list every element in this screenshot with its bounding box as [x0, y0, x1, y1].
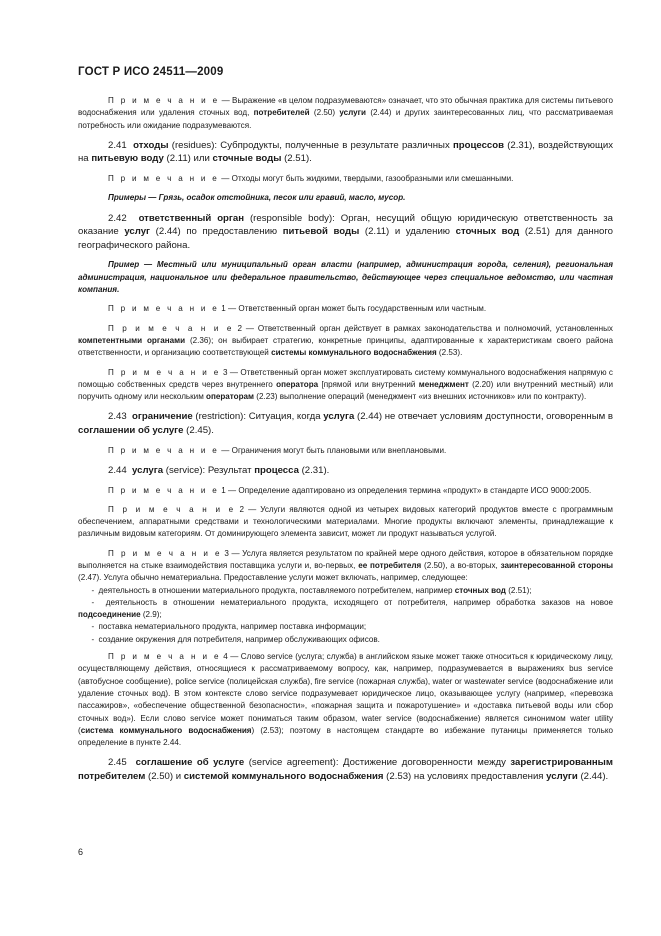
term-ref: сточных вод: [454, 585, 506, 595]
term-ref: зарегистрированным потребителем: [78, 757, 613, 783]
term-number: 2.41: [108, 139, 127, 151]
dash-bullet: -: [78, 585, 95, 595]
list-item: [78, 597, 613, 622]
term-ref: процессов: [452, 139, 505, 151]
note-label: П р и м е ч а н и е: [108, 174, 220, 184]
dash-bullet: -: [78, 597, 95, 607]
list-text: (2.51);: [505, 585, 532, 595]
note-paragraph: [78, 303, 613, 315]
note-text: 2 — Ответственный орган действует в рамках законодательства и полномочий, установленных: [233, 323, 613, 333]
note-label: П р и м е ч а н и е: [108, 323, 234, 333]
term-ref: питьевой воды: [282, 226, 360, 238]
note-label: П р и м е ч а н и е: [108, 548, 222, 558]
note-label: П р и м е ч а н и е: [108, 96, 220, 105]
term-text: (2.44) по предоставлению: [150, 226, 283, 238]
term-ref: заинтересованной стороны: [500, 560, 613, 570]
term-text: (2.44) не отвечает условиям доступности, оговоренным в: [354, 411, 613, 423]
term-ref: системой коммунального водоснабжения: [183, 771, 384, 783]
note-text: 3 — Услуга является результатом по крайней мере одного действия, которое в обязательном порядке выполняется на стыке взаимодействия поставщика услуги и, во-первых,: [78, 548, 613, 570]
list-text: деятельность в отношении материального продукта, поставляемого потребителем, например: [98, 585, 455, 595]
term-text: (responsible body): Орган, несущий общую юридическую ответственность за оказание: [78, 212, 613, 238]
note-text: ) (2.53); поэтому в настоящем стандарте во избежание путаницы применяется только определение в пункте 2.44.: [78, 725, 613, 748]
term-ref: услуга: [323, 411, 355, 423]
note-text: 3 — Ответственный орган может эксплуатировать систему коммунального водоснабжения напрямую с помощью собственных средств через внутреннего: [78, 367, 613, 389]
list-item: [78, 621, 613, 633]
term-ref: оператора: [276, 379, 319, 389]
dash-bullet: -: [78, 634, 95, 644]
term-ref: питьевую воду: [91, 153, 164, 165]
term-ref: менеджмент: [418, 379, 469, 389]
term-ref: сточные воды: [212, 153, 282, 165]
term-name: ограничение: [132, 411, 193, 423]
note-text: — Выражение «в целом подразумеваются» означает, что это обычная практика для системы питьевого водоснабжения или удаления сточных вод,: [78, 96, 613, 118]
term-text: (2.11) и удалению: [359, 226, 456, 238]
note-paragraph: [78, 323, 613, 360]
term-ref: услуги: [339, 108, 367, 118]
term-text: (2.53) на условиях предоставления: [383, 771, 547, 783]
note-text: (2.47). Услуга обычно нематериальна. Предоставление услуги может включать, например, следующее:: [78, 573, 468, 583]
term-text: (service agreement): Достижение договоренности между: [244, 757, 511, 769]
dash-bullet: -: [78, 622, 95, 632]
term-text: (residues): Субпродукты, полученные в результате различных: [168, 139, 453, 151]
note-paragraph: [78, 485, 613, 497]
term-ref: потребителей: [253, 108, 310, 118]
note-text: (2.50): [309, 108, 340, 118]
note-text: [прямой или внутренний: [318, 379, 419, 389]
page-header: ГОСТ Р ИСО 24511—2009: [78, 66, 224, 78]
term-number: 2.43: [108, 411, 127, 423]
note-paragraph: [78, 548, 613, 585]
note-paragraph: [78, 445, 613, 457]
note-paragraph: [78, 651, 613, 749]
list-text: (2.9);: [140, 610, 162, 620]
term-name: отходы: [133, 139, 169, 151]
note-paragraph: [78, 95, 613, 132]
note-label: П р и м е ч а н и е: [108, 652, 221, 662]
term-ref: процесса: [254, 464, 299, 476]
term-text: (2.50) и: [145, 771, 184, 783]
note-text: 1 — Определение адаптировано из определения термина «продукт» в стандарте ИСО 9000:2005.: [219, 485, 592, 495]
note-text: (2.53).: [436, 348, 463, 358]
note-text: 1 — Ответственный орган может быть государственным или частным.: [219, 304, 487, 314]
term-text: (service): Результат: [163, 464, 255, 476]
list-item: [78, 634, 613, 646]
term-name: соглашение об услуге: [135, 757, 245, 769]
note-paragraph: [78, 504, 613, 541]
note-text: 4 — Слово service (услуга; служба) в английском языке может также относиться к юридическому лицу, осуществляющему действия, относящиеся к рассматриваемому вопросу, как, например, подразумевается в выражениях bus service (автобусное сообщение), police service (полицейская служба), fire service (пожарная служба), water or wastewater service (водоснабжение или удаление сточных вод). В этом контексте слово service подразумевает юридическое лицо, оказывающее услугу (например, «перевозка пассажиров», «обеспечение общественной безопасности», «пожарная защита и пожаротушение» и «доставка питьевой воды или сбор сточных вод»). Если слово service может пониматься таким образом, water service (водоснабжение) является синонимом water utility (: [78, 652, 613, 735]
note-label: П р и м е ч а н и е: [108, 445, 220, 455]
term-number: 2.44: [108, 464, 127, 476]
page-number: 6: [78, 847, 84, 857]
note-text: (2.50), а во-вторых,: [421, 560, 501, 570]
term-ref: подсоединение: [78, 610, 141, 620]
note-text: (2.36); он выбирает стратегию, конкретные принципы, адаптированные к характеристикам своего района ответственности, и организацию соответствующей: [78, 335, 613, 358]
term-ref: соглашении об услуге: [78, 425, 184, 437]
list-item: [78, 585, 613, 597]
term-definition-2-44: [78, 464, 613, 478]
note-text: (2.20) или внутренний местный) или поручить одному или нескольким: [78, 379, 613, 402]
document-body: [78, 95, 613, 791]
term-text: (2.51).: [281, 153, 312, 165]
term-text: (2.51) для данного географического района.: [78, 226, 613, 251]
note-label: П р и м е ч а н и е: [108, 504, 236, 514]
term-text: (2.45).: [183, 425, 214, 437]
term-name: услуга: [132, 464, 164, 476]
term-text: (2.31), воздействующих на: [78, 139, 613, 165]
term-ref: система коммунального водоснабжения: [80, 725, 252, 735]
note-paragraph: [78, 367, 613, 404]
term-name: ответственный орган: [138, 212, 245, 224]
term-definition-2-43: [78, 410, 613, 437]
list-text: деятельность в отношении нематериального продукта, исходящего от потребителя, например обработка заказов на новое: [105, 597, 613, 607]
note-text: (2.44) и других заинтересованных лиц, что рассматриваемая потребность или ожидание подразумеваются.: [78, 108, 613, 130]
note-text: 2 — Услуги являются одной из четырех видовых категорий продуктов вместе с программным обеспечением, аппаратными средствами и технологическими материалами. Многие продукты включают элементы, принадлежащие к различным видовым категориям. От доминирующего элемента зависит, может ли продукт называться услугой.: [78, 504, 613, 539]
term-definition-2-41: [78, 139, 613, 166]
term-ref: услуг: [124, 226, 151, 238]
term-text: (2.44).: [577, 771, 609, 783]
term-text: (2.31).: [298, 464, 330, 476]
term-ref: услуги: [546, 771, 578, 783]
term-ref: операторам: [206, 392, 255, 402]
term-ref: системы коммунального водоснабжения: [271, 348, 437, 358]
term-number: 2.45: [108, 757, 127, 769]
term-number: 2.42: [108, 212, 127, 224]
example-paragraph: Пример — Местный или муниципальный орган власти (например, администрация города, селения), региональная администрация, национальное или федеральное правительство, действующее через специальное ведомство, или частная компания.: [78, 260, 613, 295]
term-ref: компетентными органами: [78, 335, 186, 345]
term-text: (restriction): Ситуация, когда: [192, 411, 324, 423]
term-ref: ее потребителя: [358, 560, 422, 570]
term-definition-2-45: [78, 756, 613, 783]
note-text: (2.23) выполнение операций (менеджмент «из внешних источников» или по контракту).: [254, 392, 587, 402]
note-text: — Отходы могут быть жидкими, твердыми, газообразными или смешанными.: [219, 174, 514, 184]
list-text: поставка нематериального продукта, например поставка информации;: [98, 622, 367, 632]
note-label: П р и м е ч а н и е: [108, 304, 220, 314]
example-paragraph: Примеры — Грязь, осадок отстойника, песок или гравий, масло, мусор.: [108, 193, 406, 203]
note-label: П р и м е ч а н и е: [108, 485, 220, 495]
note-label: П р и м е ч а н и е: [108, 367, 221, 377]
term-ref: сточных вод: [455, 226, 520, 238]
note-paragraph: [78, 173, 613, 185]
note-text: — Ограничения могут быть плановыми или внеплановыми.: [219, 445, 447, 455]
term-definition-2-42: [78, 212, 613, 253]
list-text: создание окружения для потребителя, например обслуживающих офисов.: [98, 634, 380, 644]
term-text: (2.11) или: [163, 153, 213, 165]
